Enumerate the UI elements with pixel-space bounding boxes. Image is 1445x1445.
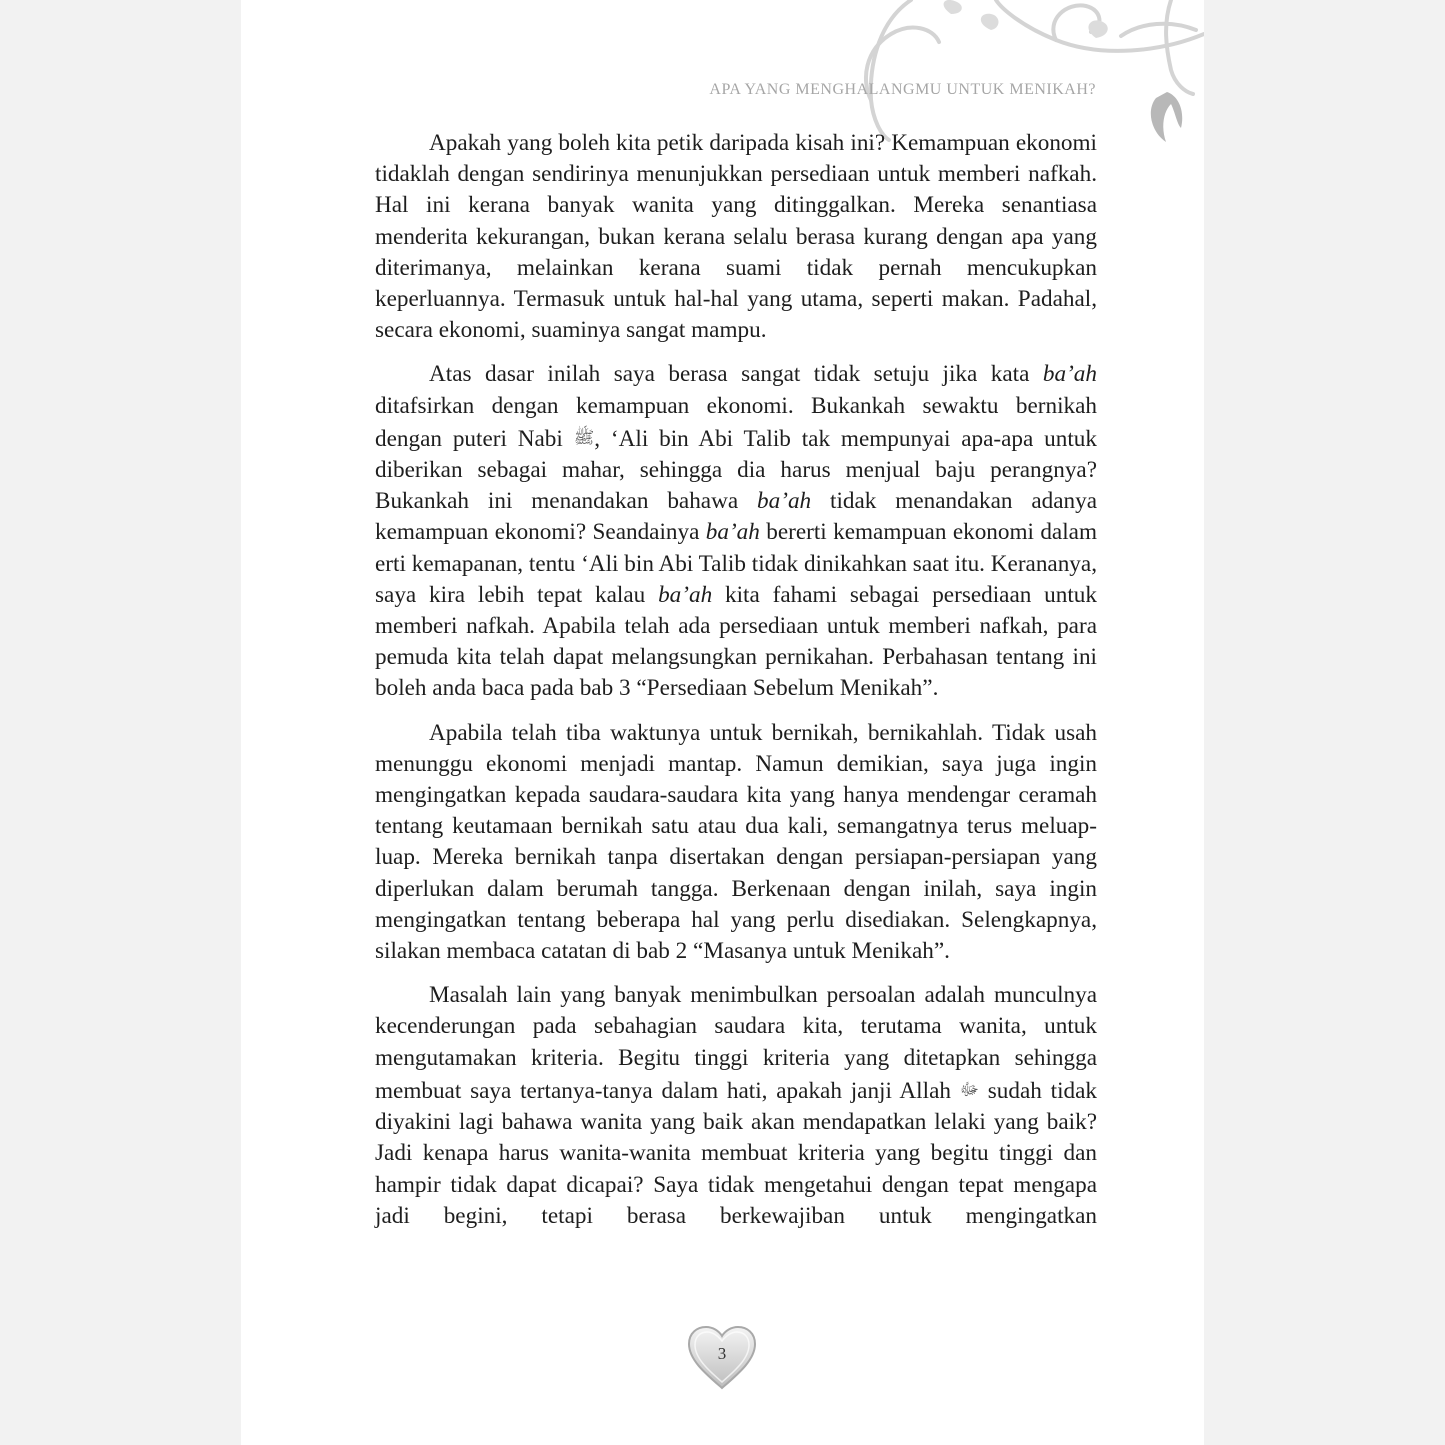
page-number: 3 bbox=[717, 1344, 727, 1363]
taala-symbol: ﷻ bbox=[959, 1079, 979, 1099]
italic-term: ba’ah bbox=[757, 488, 812, 515]
book-page bbox=[241, 0, 1204, 1445]
paragraph-1: Apakah yang boleh kita petik daripada kisah ini? Kemampuan ekonomi tidaklah dengan sendirinya menunjukkan persediaan untuk memberi nafkah. Hal ini kerana banyak wanita yang ditinggalkan. Mereka senantiasa menderita kekurangan, bukan kerana selalu berasa kurang dengan apa yang diterimanya, melainkan kerana suami tidak pernah mencukupkan keperluannya. Termasuk untuk hal-hal yang utama, seperti makan. Padahal, secara ekonomi, suaminya sangat mampu. bbox=[375, 130, 1097, 344]
text-run: ditafsirkan dengan kemampuan ekonomi. Bukankah sewaktu bernikah dengan puteri Nabi bbox=[375, 392, 1097, 452]
italic-term: ba’ah bbox=[658, 581, 713, 608]
page-number-badge bbox=[686, 1324, 758, 1390]
text-run: bererti kemampuan ekonomi dalam erti kemapanan, tentu ‘Ali bin Abi Talib tidak dinikahkan saat itu. Kerananya, saya kira lebih tepat kalau bbox=[375, 519, 1097, 608]
text-run: sudah tidak diyakini lagi bahawa wanita yang baik akan mendapatkan lelaki yang baik? Jadi kenapa harus wanita-wanita membuat kriteria yang begitu tinggi dan hampir tidak dapat dicapai? Saya tidak mengetahui dengan tepat mengapa jadi begini, tetapi berasa berkewajiban untuk mengingatkan bbox=[375, 1077, 1097, 1229]
body-text bbox=[375, 128, 1097, 1232]
text-run: , ‘Ali bin Abi Talib tak mempunyai apa-apa untuk diberikan sebagai mahar, sehingga dia harus menjual baju perangnya? Bukankah ini menandakan bahawa bbox=[375, 425, 1097, 515]
text-run: tidak menandakan adanya kemampuan ekonomi? Seandainya bbox=[375, 488, 1097, 546]
paragraph-4 bbox=[375, 980, 1097, 1232]
running-head: APA YANG MENGHALANGMU UNTUK MENIKAH? bbox=[709, 81, 1096, 98]
salawat-symbol: ﷺ bbox=[573, 427, 595, 447]
paragraph-3: Apabila telah tiba waktunya untuk bernikah, bernikahlah. Tidak usah menunggu ekonomi menjadi mantap. Namun demikian, saya juga ingin mengingatkan kepada saudara-saudara kita yang hanya mendengar ceramah tentang keutamaan bernikah satu atau dua kali, semangatnya terus meluap-luap. Mereka bernikah tanpa disertakan dengan persiapan-persiapan yang diperlukan dalam berumah tangga. Berkenaan dengan inilah, saya ingin mengingatkan tentang beberapa hal yang perlu disediakan. Selengkapnya, silakan membaca catatan di bab 2 “Masanya untuk Menikah”. bbox=[375, 719, 1097, 965]
italic-term: ba’ah bbox=[1042, 361, 1097, 388]
text-run: Masalah lain yang banyak menimbulkan persoalan adalah munculnya kecenderungan pada sebahagian saudara kita, terutama wanita, untuk mengutamakan kriteria. Begitu tinggi kriteria yang ditetapkan sehingga membuat saya tertanya-tanya dalam hati, apakah janji Allah bbox=[375, 982, 1097, 1104]
paragraph-2 bbox=[375, 359, 1097, 704]
italic-term: ba’ah bbox=[705, 519, 760, 546]
text-run: kita fahami sebagai persediaan untuk memberi nafkah. Apabila telah ada persediaan untuk memberi nafkah, para pemuda kita telah dapat melangsungkan pernikahan. Perbahasan tentang ini boleh anda baca pada bab 3 “Persediaan Sebelum Menikah”. bbox=[375, 581, 1097, 702]
text-run: Atas dasar inilah saya berasa sangat tidak setuju jika kata bbox=[429, 361, 1043, 388]
